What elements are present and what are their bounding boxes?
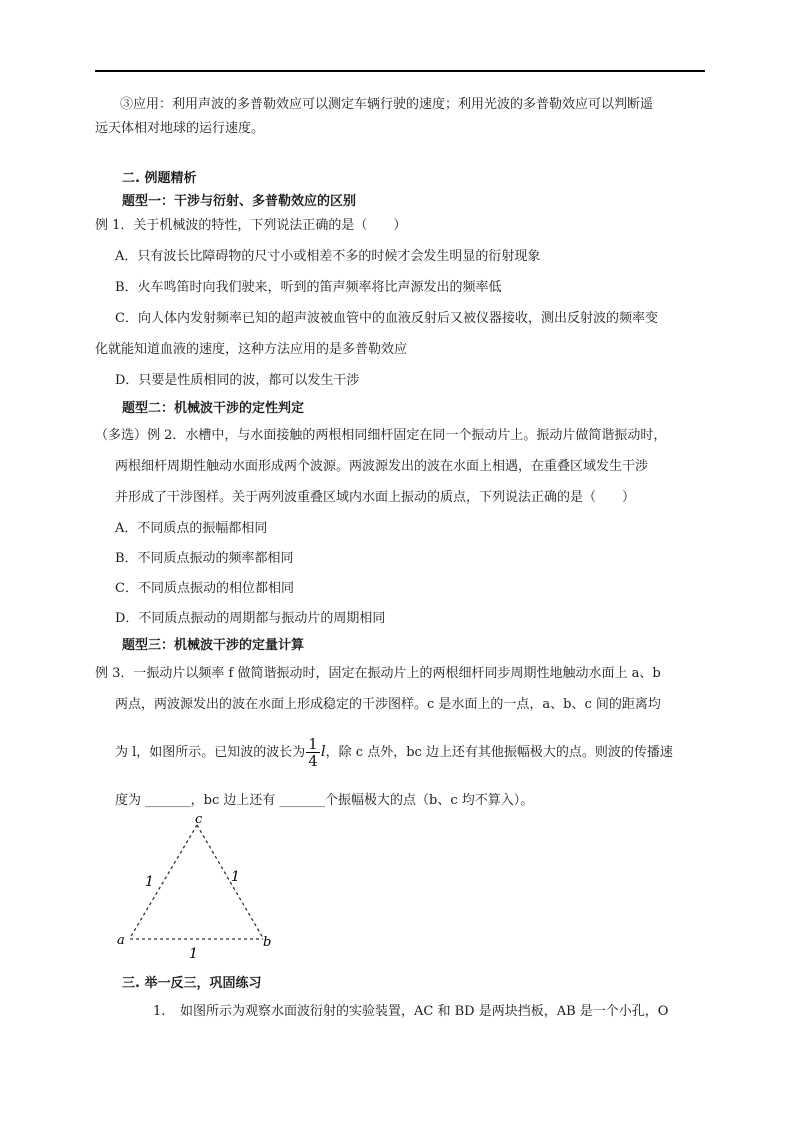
example2-option-a: A．不同质点的振幅都相同 bbox=[115, 521, 268, 536]
side-length-bottom: 1 bbox=[189, 946, 198, 958]
header-rule bbox=[95, 70, 705, 72]
side-ac bbox=[130, 825, 197, 938]
example1-option-d: D．只要是性质相同的波，都可以发生干涉 bbox=[115, 373, 360, 388]
type2-title: 题型二：机械波干涉的定性判定 bbox=[122, 401, 305, 416]
example3-line4-c: 个振幅极大的点（b、c 均不算入）。 bbox=[325, 793, 534, 808]
example3-question-line2: 两点，两波源发出的波在水面上形成稳定的干涉图样。c 是水面上的一点，a、b、c 间的距离均 bbox=[115, 697, 661, 712]
triangle-figure bbox=[105, 808, 290, 958]
example2-option-d: D．不同质点振动的周期都与振动片的周期相同 bbox=[115, 611, 386, 626]
exercise-1-text: 如图所示为观察水面波衍射的实验装置，AC 和 BD 是两块挡板，AB 是一个小孔，O bbox=[180, 1004, 669, 1019]
example3-question-line1: 例 3．一振动片以频率 f 做简谐振动时，固定在振动片上的两根细杆同步周期性地触动水面上 a、b bbox=[95, 666, 661, 681]
vertex-label-c: c bbox=[195, 812, 203, 827]
vertex-label-b: b bbox=[263, 935, 272, 950]
vertex-label-a: a bbox=[117, 933, 125, 948]
example2-question-line2: 两根细杆周期性触动水面形成两个波源。两波源发出的波在水面上相遇，在重叠区域发生干涉 bbox=[115, 459, 649, 474]
example1-option-b: B．火车鸣笛时向我们驶来，听到的笛声频率将比声源发出的频率低 bbox=[115, 280, 502, 295]
application-line-1: ③应用：利用声波的多普勒效应可以测定车辆行驶的速度；利用光波的多普勒效应可以判断遥 bbox=[120, 97, 654, 112]
wavelength-fraction bbox=[306, 736, 320, 769]
example3-line3-prefix: 为 l，如图所示。已知波的波长为 bbox=[115, 745, 306, 760]
fraction-variable: l bbox=[320, 742, 326, 760]
side-length-left: 1 bbox=[145, 874, 154, 890]
side-length-right: 1 bbox=[231, 869, 240, 885]
example1-option-c-line1: C．向人体内发射频率已知的超声波被血管中的血液反射后又被仪器接收，测出反射波的频率变 bbox=[115, 311, 658, 326]
example3-line3-suffix: ，除 c 点外，bc 边上还有其他振幅极大的点。则波的传播速 bbox=[325, 745, 673, 760]
side-bc bbox=[197, 825, 263, 938]
type1-title: 题型一：干涉与衍射、多普勒效应的区别 bbox=[122, 194, 357, 209]
example1-option-a: A．只有波长比障碍物的尺寸小或相差不多的时候才会发生明显的衍射现象 bbox=[115, 249, 541, 264]
answer-blank-count[interactable]: _______ bbox=[279, 793, 326, 808]
section3-title: 三. 举一反三，巩固练习 bbox=[122, 976, 262, 991]
example3-line4-b: ，bc 边上还有 bbox=[190, 793, 280, 808]
section2-title: 二. 例题精析 bbox=[122, 171, 197, 186]
type3-title: 题型三：机械波干涉的定量计算 bbox=[122, 638, 305, 653]
example2-question-line1: （多选）例 2．水槽中，与水面接触的两根相同细杆固定在同一个振动片上。振动片做简谐振动时， bbox=[95, 428, 667, 443]
answer-blank-speed[interactable]: _______ bbox=[145, 793, 191, 808]
exercise-1-number: 1. bbox=[153, 1004, 166, 1019]
application-line-2: 远天体相对地球的运行速度。 bbox=[95, 121, 265, 136]
example2-question-line3: 并形成了干涉图样。关于两列波重叠区域内水面上振动的质点，下列说法正确的是（ ） bbox=[115, 490, 636, 505]
example2-option-b: B．不同质点振动的频率都相同 bbox=[115, 551, 294, 566]
example3-line4-a: 度为 bbox=[115, 793, 146, 808]
example1-option-c-line2: 化就能知道血液的速度，这种方法应用的是多普勒效应 bbox=[95, 342, 408, 357]
example1-question: 例 1．关于机械波的特性，下列说法正确的是（ ） bbox=[95, 218, 407, 233]
fraction-denominator: 4 bbox=[308, 752, 318, 770]
fraction-numerator: 1 bbox=[308, 735, 318, 753]
example2-option-c: C．不同质点振动的相位都相同 bbox=[115, 581, 294, 596]
example3-question-line3 bbox=[115, 734, 673, 770]
